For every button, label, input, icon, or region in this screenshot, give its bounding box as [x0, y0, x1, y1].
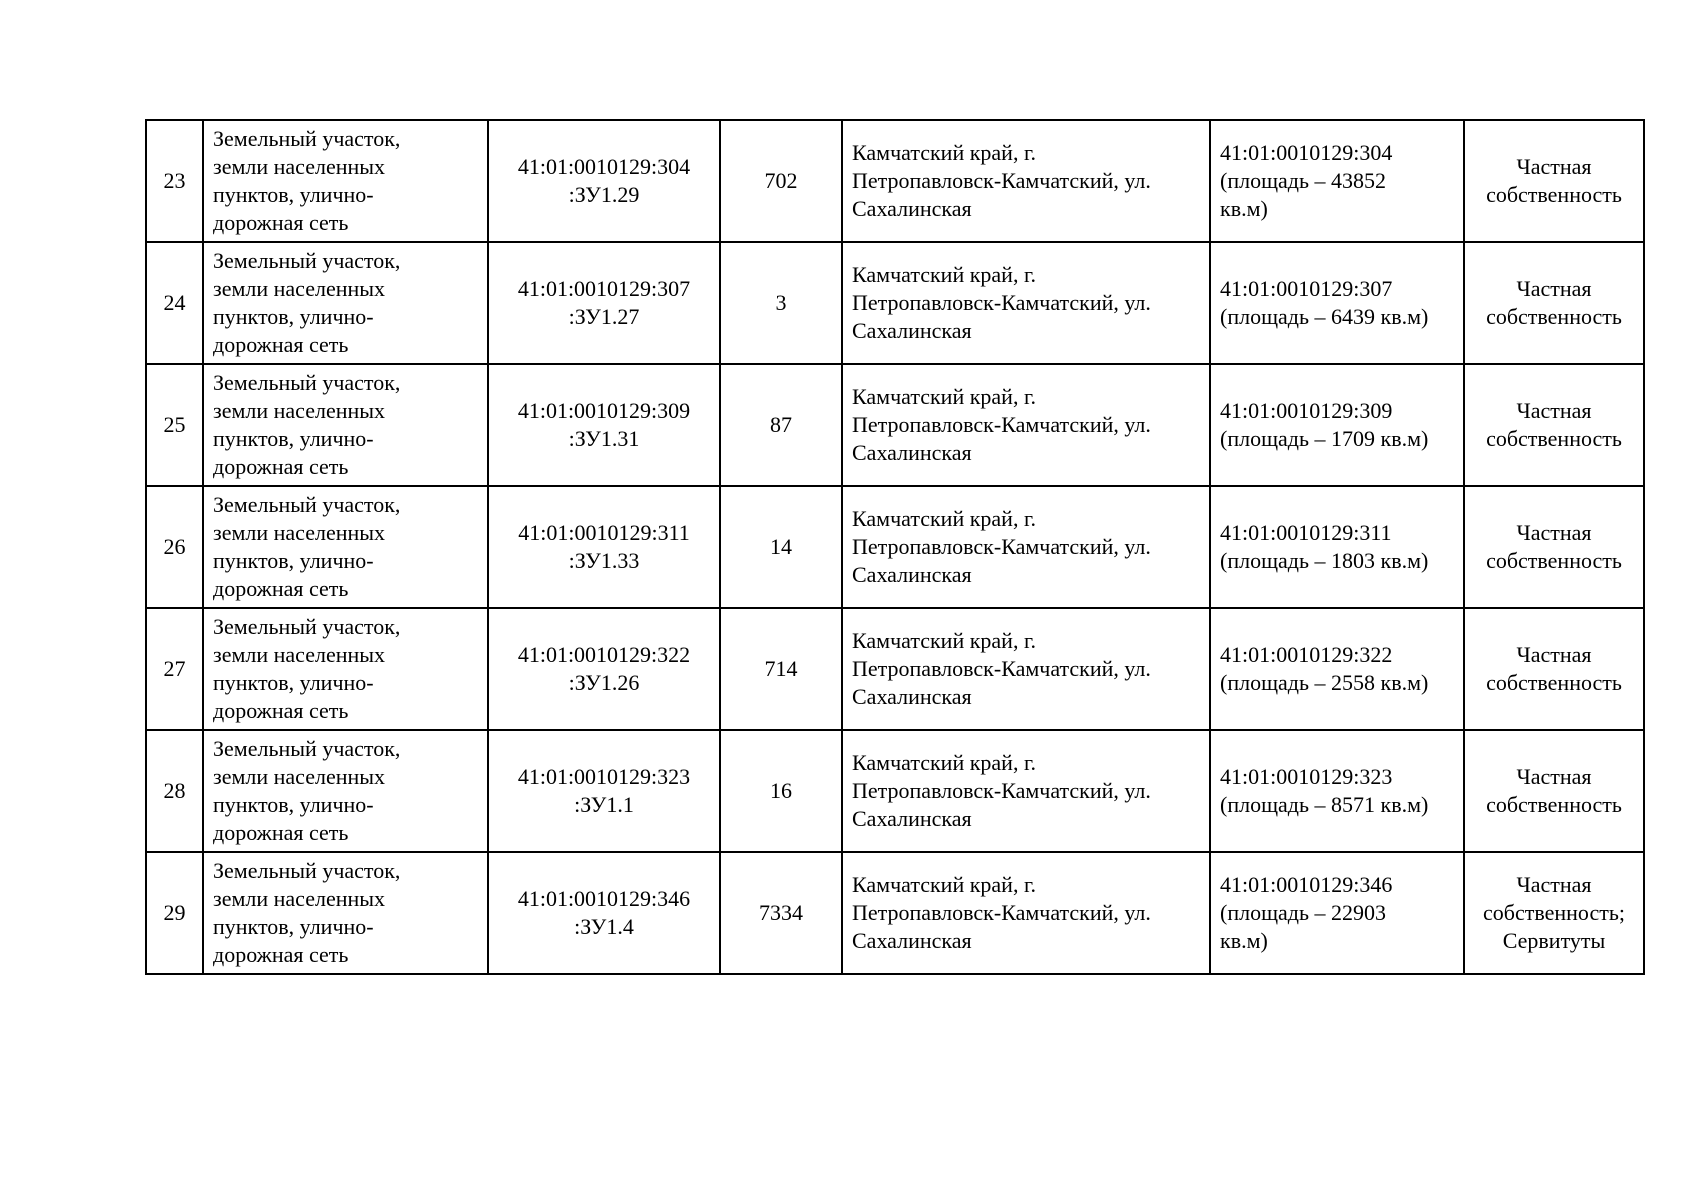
cell-row-number: 23	[146, 120, 203, 242]
cell-conditional-cadastral-number-line: 41:01:0010129:322	[517, 642, 691, 667]
cell-plot-description-line: земли населенных	[213, 764, 386, 789]
cell-conditional-cadastral-number-line: 41:01:0010129:323	[517, 764, 691, 789]
cell-address-line: Петропавловск-Камчатский, ул.	[852, 412, 1151, 437]
cell-rights-line: собственность	[1486, 426, 1622, 451]
cell-plot-description	[203, 730, 488, 852]
cell-source-plot-line: (площадь – 1709 кв.м)	[1220, 426, 1429, 451]
cell-source-plot-line: (площадь – 8571 кв.м)	[1220, 792, 1429, 817]
cell-address-line: Петропавловск-Камчатский, ул.	[852, 290, 1151, 315]
cell-address-line: Сахалинская	[852, 196, 972, 221]
table-row	[146, 486, 1644, 608]
cell-row-number: 24	[146, 242, 203, 364]
cell-rights-line: Частная	[1516, 520, 1592, 545]
cell-address-line: Сахалинская	[852, 806, 972, 831]
cell-address	[842, 242, 1210, 364]
table-row	[146, 120, 1644, 242]
cell-row-number: 29	[146, 852, 203, 974]
cell-plot-description-line: земли населенных	[213, 886, 386, 911]
cell-rights-line: собственность;	[1483, 900, 1625, 925]
cell-plot-description-line: земли населенных	[213, 642, 386, 667]
cell-source-plot	[1210, 242, 1464, 364]
cell-conditional-cadastral-number-line: :ЗУ1.26	[568, 670, 640, 695]
cell-address	[842, 486, 1210, 608]
cell-area: 14	[720, 486, 842, 608]
cell-address	[842, 364, 1210, 486]
cell-address-line: Сахалинская	[852, 562, 972, 587]
cell-area: 16	[720, 730, 842, 852]
cell-area: 87	[720, 364, 842, 486]
cell-plot-description-line: дорожная сеть	[213, 942, 349, 967]
cell-rights-line: Частная	[1516, 872, 1592, 897]
cell-plot-description-line: пунктов, улично-	[213, 426, 374, 451]
cell-address-line: Петропавловск-Камчатский, ул.	[852, 168, 1151, 193]
cell-plot-description-line: пунктов, улично-	[213, 670, 374, 695]
cell-conditional-cadastral-number	[488, 486, 720, 608]
cell-address-line: Петропавловск-Камчатский, ул.	[852, 656, 1151, 681]
cell-source-plot	[1210, 486, 1464, 608]
cell-row-number: 28	[146, 730, 203, 852]
cell-plot-description-line: Земельный участок,	[213, 126, 401, 151]
cell-address-line: Камчатский край, г.	[852, 140, 1036, 165]
cell-rights	[1464, 608, 1644, 730]
cell-plot-description	[203, 486, 488, 608]
cell-plot-description-line: земли населенных	[213, 520, 386, 545]
cell-conditional-cadastral-number-line: :ЗУ1.33	[568, 548, 640, 573]
cell-source-plot-line: (площадь – 6439 кв.м)	[1220, 304, 1429, 329]
cell-conditional-cadastral-number-line: 41:01:0010129:309	[517, 398, 691, 423]
cell-plot-description	[203, 608, 488, 730]
cell-address-line: Камчатский край, г.	[852, 750, 1036, 775]
cell-plot-description-line: дорожная сеть	[213, 210, 349, 235]
table-row	[146, 364, 1644, 486]
cell-conditional-cadastral-number	[488, 120, 720, 242]
cell-row-number: 26	[146, 486, 203, 608]
cell-conditional-cadastral-number-line: 41:01:0010129:304	[517, 154, 691, 179]
cell-address	[842, 852, 1210, 974]
cell-address-line: Сахалинская	[852, 440, 972, 465]
land-plots-table	[145, 119, 1645, 975]
cell-rights	[1464, 852, 1644, 974]
cell-rights-line: Частная	[1516, 276, 1592, 301]
cell-address-line: Камчатский край, г.	[852, 872, 1036, 897]
cell-plot-description-line: Земельный участок,	[213, 858, 401, 883]
cell-address-line: Петропавловск-Камчатский, ул.	[852, 900, 1151, 925]
cell-source-plot	[1210, 730, 1464, 852]
cell-conditional-cadastral-number	[488, 364, 720, 486]
cell-address-line: Камчатский край, г.	[852, 506, 1036, 531]
cell-source-plot-line: (площадь – 43852	[1220, 168, 1387, 193]
cell-rights-line: собственность	[1486, 670, 1622, 695]
cell-conditional-cadastral-number-line: 41:01:0010129:346	[517, 886, 691, 911]
cell-rights-line: Частная	[1516, 642, 1592, 667]
cell-conditional-cadastral-number-line: :ЗУ1.31	[568, 426, 640, 451]
cell-conditional-cadastral-number	[488, 730, 720, 852]
cell-rights-line: собственность	[1486, 792, 1622, 817]
cell-address-line: Сахалинская	[852, 928, 972, 953]
cell-rights-line: собственность	[1486, 548, 1622, 573]
cell-area: 7334	[720, 852, 842, 974]
cell-plot-description-line: пунктов, улично-	[213, 914, 374, 939]
cell-row-number: 27	[146, 608, 203, 730]
cell-plot-description-line: дорожная сеть	[213, 698, 349, 723]
cell-address-line: Сахалинская	[852, 684, 972, 709]
cell-source-plot-line: 41:01:0010129:304	[1220, 140, 1393, 165]
cell-row-number: 25	[146, 364, 203, 486]
cell-rights	[1464, 730, 1644, 852]
cell-rights-line: Сервитуты	[1502, 928, 1606, 953]
cell-plot-description-line: земли населенных	[213, 276, 386, 301]
cell-plot-description-line: дорожная сеть	[213, 576, 349, 601]
cell-address-line: Сахалинская	[852, 318, 972, 343]
cell-source-plot-line: (площадь – 2558 кв.м)	[1220, 670, 1429, 695]
cell-rights-line: собственность	[1486, 304, 1622, 329]
cell-conditional-cadastral-number-line: 41:01:0010129:307	[517, 276, 691, 301]
cell-conditional-cadastral-number-line: 41:01:0010129:311	[518, 520, 690, 545]
cell-address-line: Петропавловск-Камчатский, ул.	[852, 778, 1151, 803]
cell-conditional-cadastral-number	[488, 242, 720, 364]
cell-conditional-cadastral-number-line: :ЗУ1.29	[568, 182, 640, 207]
cell-source-plot-line: кв.м)	[1220, 196, 1268, 221]
cell-plot-description-line: пунктов, улично-	[213, 548, 374, 573]
table-row	[146, 608, 1644, 730]
cell-source-plot-line: 41:01:0010129:346	[1220, 872, 1393, 897]
cell-address-line: Камчатский край, г.	[852, 384, 1036, 409]
cell-plot-description-line: пунктов, улично-	[213, 304, 374, 329]
cell-address	[842, 120, 1210, 242]
cell-address-line: Петропавловск-Камчатский, ул.	[852, 534, 1151, 559]
cell-area: 3	[720, 242, 842, 364]
cell-plot-description-line: дорожная сеть	[213, 332, 349, 357]
cell-plot-description-line: земли населенных	[213, 398, 386, 423]
cell-source-plot	[1210, 852, 1464, 974]
table-row	[146, 730, 1644, 852]
cell-plot-description-line: дорожная сеть	[213, 454, 349, 479]
table-row	[146, 242, 1644, 364]
cell-rights-line: Частная	[1516, 764, 1592, 789]
cell-plot-description-line: дорожная сеть	[213, 820, 349, 845]
cell-conditional-cadastral-number-line: :ЗУ1.27	[568, 304, 640, 329]
cell-conditional-cadastral-number-line: :ЗУ1.4	[574, 914, 634, 939]
cell-source-plot-line: 41:01:0010129:309	[1220, 398, 1393, 423]
cell-source-plot	[1210, 120, 1464, 242]
cell-source-plot-line: (площадь – 1803 кв.м)	[1220, 548, 1429, 573]
cell-source-plot-line: 41:01:0010129:323	[1220, 764, 1393, 789]
cell-conditional-cadastral-number	[488, 608, 720, 730]
cell-source-plot-line: 41:01:0010129:307	[1220, 276, 1393, 301]
cell-plot-description-line: Земельный участок,	[213, 248, 401, 273]
cell-source-plot-line: (площадь – 22903	[1220, 900, 1387, 925]
cell-address-line: Камчатский край, г.	[852, 262, 1036, 287]
cell-conditional-cadastral-number	[488, 852, 720, 974]
cell-plot-description-line: пунктов, улично-	[213, 792, 374, 817]
cell-source-plot	[1210, 364, 1464, 486]
table-row	[146, 852, 1644, 974]
cell-source-plot	[1210, 608, 1464, 730]
cell-plot-description-line: Земельный участок,	[213, 736, 401, 761]
cell-rights	[1464, 242, 1644, 364]
cell-source-plot-line: кв.м)	[1220, 928, 1268, 953]
cell-area: 702	[720, 120, 842, 242]
cell-address	[842, 608, 1210, 730]
cell-rights-line: Частная	[1516, 398, 1592, 423]
cell-source-plot-line: 41:01:0010129:311	[1220, 520, 1392, 545]
cell-plot-description	[203, 364, 488, 486]
cell-plot-description	[203, 852, 488, 974]
cell-address-line: Камчатский край, г.	[852, 628, 1036, 653]
cell-rights	[1464, 486, 1644, 608]
cell-address	[842, 730, 1210, 852]
cell-plot-description	[203, 242, 488, 364]
cell-source-plot-line: 41:01:0010129:322	[1220, 642, 1393, 667]
cell-plot-description	[203, 120, 488, 242]
cell-rights	[1464, 120, 1644, 242]
table-body	[146, 120, 1644, 974]
cell-plot-description-line: земли населенных	[213, 154, 386, 179]
cell-plot-description-line: Земельный участок,	[213, 492, 401, 517]
cell-plot-description-line: пунктов, улично-	[213, 182, 374, 207]
cell-conditional-cadastral-number-line: :ЗУ1.1	[574, 792, 634, 817]
cell-rights-line: Частная	[1516, 154, 1592, 179]
cell-area: 714	[720, 608, 842, 730]
cell-plot-description-line: Земельный участок,	[213, 370, 401, 395]
cell-rights-line: собственность	[1486, 182, 1622, 207]
cell-plot-description-line: Земельный участок,	[213, 614, 401, 639]
cell-rights	[1464, 364, 1644, 486]
